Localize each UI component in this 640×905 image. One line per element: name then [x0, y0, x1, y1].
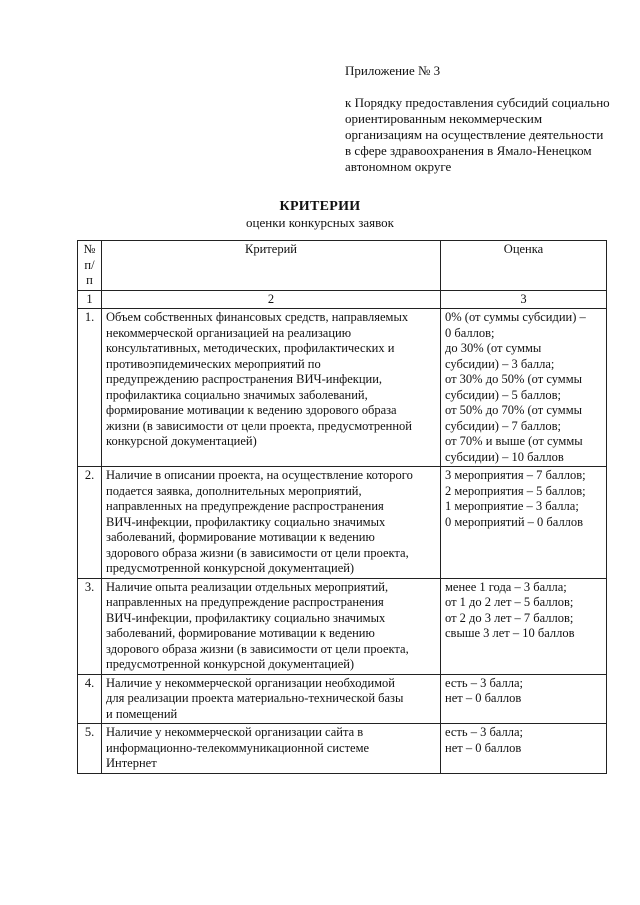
- score-line: от 30% до 50% (от суммы: [445, 372, 583, 386]
- appendix-block: [345, 63, 630, 175]
- criterion-line: предусмотренной конкурсной документацией): [106, 657, 355, 671]
- row-number: 2.: [78, 467, 102, 579]
- criterion-line: для реализации проекта материально-технической базы: [106, 691, 404, 705]
- criterion-line: информационно-телекоммуникационной системе: [106, 740, 370, 755]
- index-cell: 1: [78, 290, 102, 309]
- criterion-line: направленных на предупреждение распространения: [106, 499, 384, 513]
- score-line: есть – 3 балла;: [445, 725, 523, 739]
- score-cell: [441, 674, 607, 724]
- criterion-line: здорового образа жизни (в зависимости от цели проекта,: [106, 641, 409, 656]
- score-cell: [441, 309, 607, 467]
- criterion-line: предупреждению распространения ВИЧ-инфекции,: [106, 372, 383, 386]
- score-line: 2 мероприятия – 5 баллов;: [445, 483, 586, 498]
- score-line: от 50% до 70% (от суммы: [445, 403, 583, 417]
- table-row: [78, 467, 607, 579]
- criterion-line: ВИЧ-инфекции, профилактику социально значимых: [106, 514, 386, 529]
- document-subtitle: оценки конкурсных заявок: [246, 215, 394, 230]
- header-score: Оценка: [441, 241, 607, 291]
- header-num-line: №: [83, 242, 96, 256]
- index-row: [78, 290, 607, 309]
- score-line: до 30% (от суммы: [445, 341, 542, 355]
- criterion-line: Объем собственных финансовых средств, направляемых: [106, 310, 409, 324]
- criterion-line: Наличие опыта реализации отдельных мероприятий,: [106, 579, 389, 594]
- score-cell: [441, 578, 607, 674]
- score-line: нет – 0 баллов: [445, 691, 522, 705]
- criterion-line: конкурсной документацией): [106, 434, 257, 448]
- criterion-line: противоэпидемических мероприятий по: [106, 356, 321, 371]
- criterion-line: Наличие у некоммерческой организации сайта в: [106, 725, 364, 739]
- score-line: субсидии) – 3 балла;: [445, 356, 555, 371]
- criteria-table: [77, 240, 607, 774]
- index-cell: 2: [102, 290, 441, 309]
- criterion-line: консультативных, методических, профилактических и: [106, 341, 395, 355]
- appendix-line: ориентированным некоммерческим: [345, 111, 543, 126]
- row-number: 4.: [78, 674, 102, 724]
- criterion-line: некоммерческой организацией на реализацию: [106, 325, 352, 340]
- index-cell: 3: [441, 290, 607, 309]
- score-line: от 2 до 3 лет – 7 баллов;: [445, 610, 574, 625]
- criterion-line: направленных на предупреждение распространения: [106, 595, 384, 609]
- criterion-cell: [102, 674, 441, 724]
- appendix-number: Приложение № 3: [345, 63, 441, 78]
- criterion-line: предусмотренной конкурсной документацией): [106, 561, 355, 575]
- row-number: 1.: [78, 309, 102, 467]
- criterion-line: ВИЧ-инфекции, профилактику социально значимых: [106, 610, 386, 625]
- header-num: [78, 241, 102, 291]
- table-row: [78, 724, 607, 774]
- table-row: [78, 578, 607, 674]
- criterion-cell: [102, 467, 441, 579]
- criterion-line: и помещений: [106, 706, 178, 721]
- criterion-line: профилактика социально значимых заболеваний,: [106, 387, 368, 402]
- score-line: от 1 до 2 лет – 5 баллов;: [445, 595, 574, 609]
- criterion-line: здорового образа жизни (в зависимости от цели проекта,: [106, 545, 409, 560]
- score-line: 1 мероприятие – 3 балла;: [445, 499, 579, 513]
- criterion-line: Наличие у некоммерческой организации необходимой: [106, 675, 395, 690]
- appendix-line: автономном округе: [345, 159, 452, 174]
- document-title: КРИТЕРИИ: [279, 199, 361, 214]
- score-line: нет – 0 баллов: [445, 740, 522, 755]
- row-number: 5.: [78, 724, 102, 774]
- header-row: [78, 241, 607, 291]
- criterion-line: Наличие в описании проекта, на осуществление которого: [106, 468, 413, 482]
- score-line: 3 мероприятия – 7 баллов;: [445, 468, 586, 482]
- criterion-line: заболеваний, формирование мотивации к ведению: [106, 626, 375, 640]
- header-num-line: п/п: [84, 257, 95, 287]
- score-cell: [441, 467, 607, 579]
- appendix-line: организациям на осуществление деятельности: [345, 127, 604, 142]
- criterion-line: подается заявка, дополнительных мероприятий,: [106, 483, 362, 498]
- criterion-line: жизни (в зависимости от цели проекта, предусмотренной: [106, 418, 412, 433]
- score-cell: [441, 724, 607, 774]
- score-line: субсидии) – 5 баллов;: [445, 387, 561, 402]
- score-line: субсидии) – 10 баллов: [445, 449, 564, 464]
- row-number: 3.: [78, 578, 102, 674]
- header-criterion: Критерий: [102, 241, 441, 291]
- criterion-cell: [102, 309, 441, 467]
- criterion-line: формирование мотивации к ведению здорового образа: [106, 403, 397, 417]
- score-line: субсидии) – 7 баллов;: [445, 418, 561, 433]
- score-line: есть – 3 балла;: [445, 675, 523, 690]
- score-line: 0% (от суммы субсидии) –: [445, 310, 586, 324]
- criterion-line: заболеваний, формирование мотивации к ведению: [106, 530, 375, 544]
- appendix-line: в сфере здравоохранения в Ямало-Ненецком: [345, 143, 592, 158]
- appendix-line: к Порядку предоставления субсидий социально: [345, 95, 610, 110]
- appendix-text: [345, 95, 630, 175]
- table-row: [78, 309, 607, 467]
- score-line: 0 баллов;: [445, 325, 495, 340]
- criterion-line: Интернет: [106, 756, 157, 770]
- score-line: свыше 3 лет – 10 баллов: [445, 626, 575, 640]
- score-line: 0 мероприятий – 0 баллов: [445, 514, 584, 529]
- score-line: менее 1 года – 3 балла;: [445, 579, 567, 594]
- criterion-cell: [102, 578, 441, 674]
- table-row: [78, 674, 607, 724]
- score-line: от 70% и выше (от суммы: [445, 434, 583, 448]
- criterion-cell: [102, 724, 441, 774]
